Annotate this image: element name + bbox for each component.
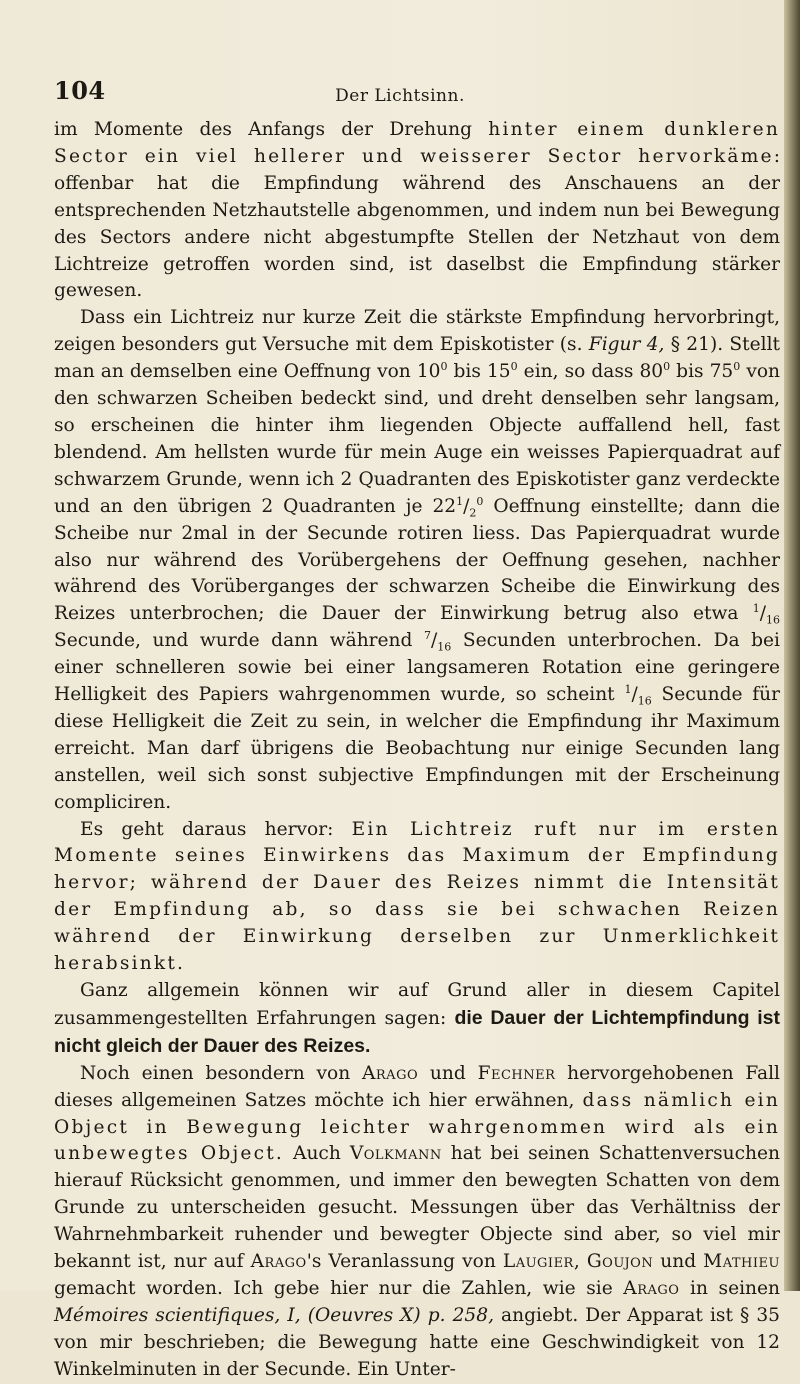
bibliographic-reference: Mémoires scientifiques, I, (Oeuvres X) p. 258, [54, 1304, 494, 1326]
text-run: und [418, 1062, 478, 1084]
text-run: hat bei seinen Schattenversuchen hierauf Rücksicht genommen, und immer den bewegten Schatten von dem Grunde zu unterscheiden gesucht. Messungen über das Verhältniss der Wahrnehmbarkeit ruhender und bewegter Objecte sind aber, so viel mir bekannt ist, nur auf [54, 1143, 780, 1273]
text-run: gemacht worden. Ich gebe hier nur die Zahlen, wie sie [54, 1277, 624, 1299]
body-text [54, 117, 780, 1384]
page-number: 104 [54, 76, 106, 105]
text-run: 's Veranlassung von [306, 1251, 503, 1273]
text-run: ein, so dass 80 [517, 361, 664, 383]
paragraph-4 [54, 978, 780, 1061]
fraction-numerator: 1 [624, 682, 632, 696]
fraction-denominator: 16 [766, 614, 780, 628]
emphasized-text: dass nämlich ein Object in Bewegung leichter wahrgenommen wird als ein unbewegtes Object. [54, 1089, 780, 1165]
text-run: Noch einen besondern von [80, 1062, 362, 1084]
text-run: Secunde für diese Helligkeit die Zeit zu sein, in welcher die Empfindung ihr Maximum erreicht. Man darf übrigens die Beobachtung nur einige Secunden lang anstellen, weil sich sonst subjective Empfindungen mit der Erscheinung compliciren. [54, 684, 781, 813]
text-run: Secunden unterbrochen. Da bei einer schnelleren sowie bei einer langsameren Rotation eine geringere Helligkeit des Papiers wahrgenommen wurde, so scheint [54, 630, 780, 706]
author-name: Laugier [502, 1251, 574, 1273]
degree-mark: 0 [476, 494, 484, 508]
author-name: Mathieu [703, 1251, 780, 1273]
page-header [0, 76, 800, 116]
text-run: Secunde, und wurde dann während [54, 630, 425, 652]
text-run: im Momente des Anfangs der Drehung [54, 119, 489, 140]
emphasized-text: Ein Lichtreiz ruft nur im ersten Momente seines Einwirkens das Maximum der Empfindung hervor; während der Dauer des Reizes nimmt die Intensität der Empfindung ab, so dass sie bei schwachen Reizen während der Einwirkung derselben zur Unmerklichkeit herabsinkt. [54, 818, 780, 975]
paragraph-1 [54, 117, 780, 305]
degree-mark: 0 [663, 359, 671, 373]
author-name: Arago [250, 1251, 307, 1273]
author-name: Volkmann [349, 1143, 442, 1165]
text-run: § 21). Stellt man an demselben eine Oeffnung von 10 [54, 334, 780, 383]
fraction-numerator: 1 [456, 494, 464, 508]
text-run: Es geht daraus hervor: [80, 818, 352, 840]
fraction-numerator: 7 [424, 629, 432, 643]
text-run: von den schwarzen Scheiben bedeckt sind, und dreht denselben sehr langsam, so erscheinen die hinter ihm liegenden Objecte auffallend hell, fast blendend. Am hellsten wurde für mein Auge ein weisses Papierquadrat auf schwarzem Grunde, wenn ich 2 Quadranten des Episkotister ganz verdeckte und an den übrigen 2 Quadranten je 22 [54, 361, 781, 517]
author-name: Fechner [477, 1062, 556, 1084]
emphasized-text: hinter einem dunkleren Sector ein viel hellerer und weisserer Sector hervorkäme [54, 119, 780, 167]
text-run: Auch [284, 1143, 350, 1165]
book-spine-edge [784, 0, 800, 1291]
paragraph-3 [54, 817, 780, 978]
fraction-denominator: 2 [469, 506, 477, 520]
text-run: in seinen [679, 1277, 780, 1299]
text-run: bis 75 [670, 361, 734, 383]
text-run: bis 15 [447, 361, 511, 383]
paragraph-5 [54, 1061, 780, 1384]
fraction-numerator: 1 [752, 602, 760, 616]
text-run: Oeffnung einstellte; dann die Scheibe nur 2mal in der Secunde rotiren liess. Das Papierquadrat wurde also nur während des Vorübergehens der Oeffnung gesehen, nachher während des Vorüberganges der schwarzen Scheibe die Einwirkung des Reizes unterbrochen; die Dauer der Einwirkung betrug also etwa [54, 495, 780, 625]
fraction-denominator: 16 [637, 694, 652, 708]
text-run: angiebt. Der Apparat ist § 35 von mir beschrieben; die Bewegung hatte eine Geschwindigkeit von 12 Winkelminuten in der Secunde. Ein Unter- [54, 1304, 780, 1380]
text-run: Ganz allgemein können wir auf Grund aller in diesem Capitel zusammengestellten Erfahrungen sagen: [54, 980, 780, 1029]
degree-mark: 0 [733, 359, 741, 373]
author-name: Arago [361, 1062, 419, 1084]
degree-mark: 0 [440, 359, 448, 373]
author-name: Goujon [586, 1251, 654, 1273]
author-name: Arago [623, 1277, 680, 1299]
fraction-denominator: 16 [437, 640, 452, 654]
text-run: , [573, 1251, 587, 1273]
text-run: : offenbar hat die Empfindung während des Anschauens an der entsprechenden Netzhautstelle abgenommen, und indem nun bei Bewegung des Sectors andere nicht abgestumpfte Stellen der Netzhaut von dem Lichtreize getroffen worden sind, ist daselbst die Empfindung stärker gewesen. [54, 145, 780, 302]
bold-statement: die Dauer der Lichtempfindung ist nicht gleich der Dauer des Reizes. [54, 1006, 780, 1057]
text-run: und [653, 1251, 704, 1273]
running-head: Der Lichtsinn. [335, 86, 465, 106]
figure-reference: Figur 4, [588, 334, 665, 356]
paragraph-2: Dass ein Lichtreiz nur kurze Zeit die stärkste Empfindung hervorbringt, zeigen besonders gut Versuche mit dem Episkotister (s. Figur 4, § 21). Stellt man an demselben eine Oeffnung von $10^0$ bis $15^0$ ein, so dass $80^0$ bis $75^0$ von den schwarzen Scheiben bedeckt sind, und dreht denselben sehr langsam, so erscheinen die hinter ihm liegenden Objecte auffallend hell, fast blendend. Am hellsten wurde für mein Auge ein weisses Papierquadrat auf schwarzem Grunde, wenn ich 2 Quadranten des Episkotister ganz verdeckte und an den übrigen 2 Quadranten je $22^1/_2^0$ Oeffnung einstellte; dann die Scheibe nur 2mal in der Secunde rotiren liess. Das Papierquadrat wurde also nur während des Vorübergehens der Oeffnung gesehen, nachher während des Vorüberganges der schwarzen Scheibe die Einwirkung des Reizes unterbrochen; die Dauer der Einwirkung betrug also etwa $^1/_{16}$ Secunde, und wurde dann während $^7/_{16}$ Secunden unterbrochen. Da bei einer schnelleren sowie bei einer langsameren Rotation eine geringere Helligkeit des Papiers wahrgenommen wurde, so scheint $^1/_{16}$ Secunde für diese Helligkeit die Zeit zu sein, in welcher die Empfindung ihr Maximum erreicht. Man darf übrigens die Beobachtung nur einige Secunden lang anstellen, weil sich sonst subjective Empfindungen mit der Erscheinung compliciren. [54, 307, 781, 813]
text-run: Dass ein Lichtreiz nur kurze Zeit die stärkste Empfindung hervorbringt, zeigen besonders gut Versuche mit dem Episkotister (s. [54, 307, 780, 356]
text-run: hervorgehobenen Fall dieses allgemeinen Satzes möchte ich hier erwähnen, [54, 1062, 780, 1111]
degree-mark: 0 [510, 359, 518, 373]
